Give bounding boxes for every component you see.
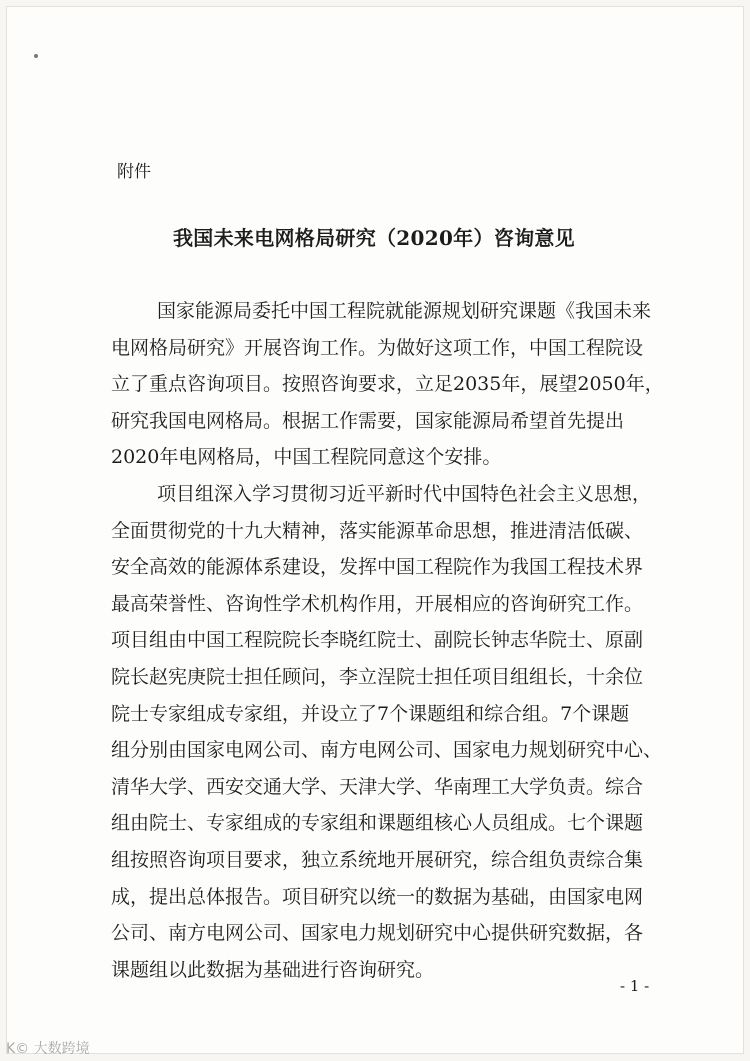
- body-line: 安全高效的能源体系建设，发挥中国工程院作为我国工程技术界: [111, 556, 644, 579]
- document-page: [6, 6, 744, 1054]
- body-line: 项目组由中国工程院院长李晓红院士、副院长钟志华院士、原副: [111, 629, 644, 652]
- body-line: 课题组以此数据为基础进行咨询研究。: [111, 958, 435, 981]
- body-line: 组分别由国家电网公司、南方电网公司、国家电力规划研究中心、: [111, 739, 663, 762]
- body-line: 组按照咨询项目要求，独立系统地开展研究，综合组负责综合集: [111, 848, 644, 871]
- body-line: 公司、南方电网公司、国家电力规划研究中心提供研究数据，各: [111, 922, 644, 945]
- body-line: 国家能源局委托中国工程院就能源规划研究课题《我国未来: [157, 300, 652, 322]
- scan-dot: [34, 54, 38, 58]
- body-line: 最高荣誉性、咨询性学术机构作用，开展相应的咨询研究工作。: [111, 592, 644, 615]
- body-line: 电网格局研究》开展咨询工作。为做好这项工作，中国工程院设: [111, 336, 644, 359]
- document-title: 我国未来电网格局研究（2020年）咨询意见: [173, 226, 575, 250]
- body-line: 项目组深入学习贯彻习近平新时代中国特色社会主义思想，: [157, 482, 652, 505]
- page-number: - 1 -: [620, 977, 650, 995]
- body-line: 院长赵宪庚院士担任顾问，李立浧院士担任项目组组长，十余位: [111, 665, 644, 688]
- body-line: 成，提出总体报告。项目研究以统一的数据为基础，由国家电网: [111, 885, 644, 908]
- watermark-logo: K© 大数跨境: [6, 1041, 90, 1057]
- body-line: 院士专家组成专家组，并设立了7个课题组和综合组。7个课题: [111, 702, 630, 725]
- body-line: 立了重点咨询项目。按照咨询要求，立足2035年，展望2050年，: [111, 373, 664, 396]
- attachment-label: 附件: [117, 162, 151, 182]
- body-line: 全面贯彻党的十九大精神，落实能源革命思想，推进清洁低碳、: [111, 519, 644, 542]
- body-line: 组由院士、专家组成的专家组和课题组核心人员组成。七个课题: [111, 812, 644, 835]
- body-line: 2020年电网格局，中国工程院同意这个安排。: [111, 446, 502, 469]
- body-line: 研究我国电网格局。根据工作需要，国家能源局希望首先提出: [111, 409, 625, 432]
- document-body: [111, 293, 671, 988]
- body-line: 清华大学、西安交通大学、天津大学、华南理工大学负责。综合: [111, 775, 644, 798]
